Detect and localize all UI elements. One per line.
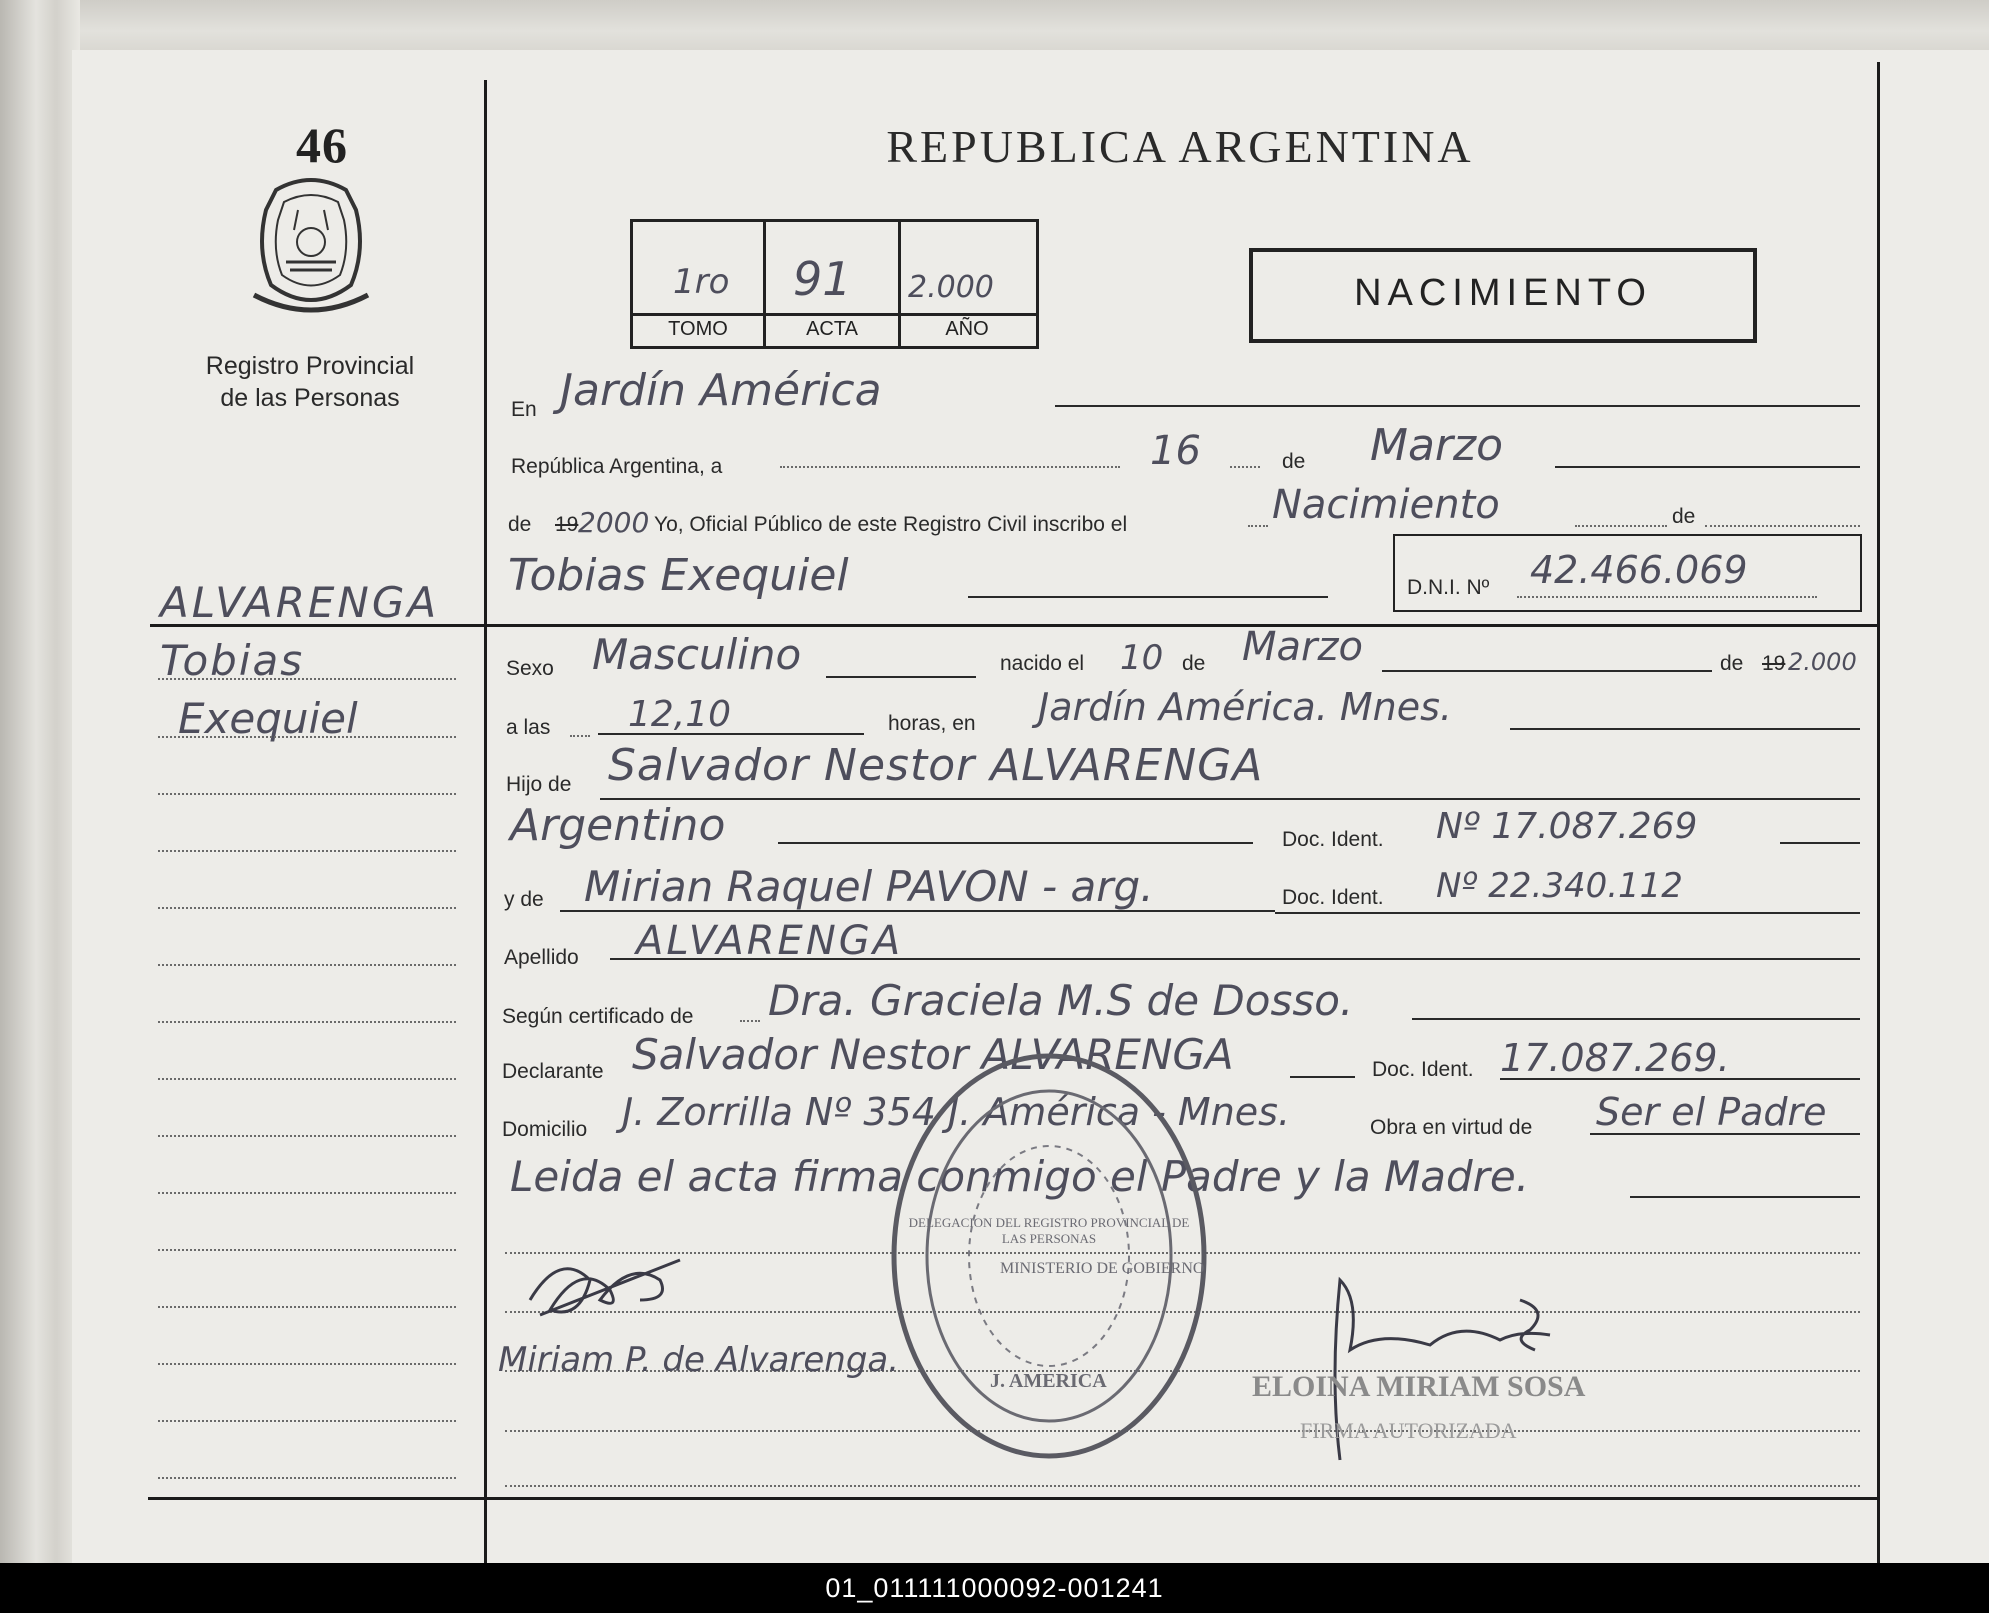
mother-doc-label: Doc. Ident.: [1282, 886, 1384, 909]
page-number: 46: [296, 117, 348, 173]
yde-label: y de: [504, 888, 544, 911]
birth-day-value: 10: [1120, 638, 1164, 678]
mother-signature: Miriam P. de Alvarenga.: [498, 1340, 900, 1380]
child-name-value: Tobias Exequiel: [508, 550, 849, 601]
anio-value: 2.000: [908, 270, 994, 305]
acta-label: ACTA: [806, 318, 858, 340]
declarante-label: Declarante: [502, 1060, 604, 1083]
surname-value: ALVARENGA: [636, 918, 904, 964]
domicilio-label: Domicilio: [502, 1118, 588, 1141]
birth-year-de-label: de: [1720, 652, 1744, 675]
declarant-name-value: Salvador Nestor ALVARENGA: [632, 1030, 1234, 1079]
tomo-label: TOMO: [668, 318, 728, 340]
horas-label: horas, en: [888, 712, 976, 735]
dni-value: 42.466.069: [1530, 548, 1748, 592]
father-nationality-value: Argentino: [510, 800, 726, 851]
page-top-edge: [0, 0, 1989, 52]
de-label-3: de: [1672, 505, 1696, 528]
divider-vertical: [484, 80, 487, 1563]
mother-doc-value: Nº 22.340.112: [1436, 866, 1683, 906]
margin-first-name: Tobias: [160, 636, 305, 685]
footer-bar: [0, 1563, 1989, 1613]
father-signature-icon: [520, 1240, 700, 1330]
record-type-box: [1249, 248, 1757, 343]
closing-note-value: Leida el acta firma conmigo el Padre y la Madre.: [510, 1152, 1530, 1201]
birth-month-value: Marzo: [1242, 624, 1363, 670]
father-doc-value: Nº 17.087.269: [1436, 806, 1698, 847]
registry-line-1: Registro Provincial: [205, 352, 415, 380]
father-name-value: Salvador Nestor ALVARENGA: [608, 740, 1264, 791]
place-value: Jardín América: [560, 365, 882, 416]
book-binding: [0, 0, 80, 1563]
registry-name: [180, 350, 440, 414]
stamp-inner-text: MINISTERIO DE GOBIERNO: [1000, 1260, 1205, 1277]
father-doc-label: Doc. Ident.: [1282, 828, 1384, 851]
stamp-bottom-text: J. AMERICA: [990, 1370, 1107, 1392]
birth-time-value: 12,10: [628, 694, 732, 735]
hijo-label: Hijo de: [506, 773, 572, 796]
anio-label: AÑO: [945, 318, 989, 340]
frame-right: [1877, 62, 1880, 1563]
birth-place-value: Jardín América. Mnes.: [1038, 685, 1452, 729]
dni-box: [1393, 534, 1862, 612]
birth-year-struck: 19: [1762, 652, 1786, 675]
registry-line-2: de las Personas: [220, 384, 400, 412]
month-de-label: de: [1282, 450, 1306, 473]
official-title: FIRMA AUTORIZADA: [1300, 1418, 1517, 1443]
republica-label: República Argentina, a: [511, 455, 723, 478]
year-de-label: de: [508, 513, 532, 536]
country-title: REPUBLICA ARGENTINA: [886, 121, 1474, 172]
nacido-label: nacido el: [1000, 652, 1085, 675]
sexo-label: Sexo: [506, 657, 554, 680]
act-type-value: Nacimiento: [1272, 482, 1500, 528]
divider-horizontal-bottom: [148, 1497, 1877, 1500]
record-number-box: [630, 219, 1039, 349]
official-name: ELOINA MIRIAM SOSA: [1252, 1370, 1586, 1403]
birth-year-value: 2.000: [1788, 648, 1857, 676]
day-value: 16: [1150, 428, 1201, 474]
apellido-label: Apellido: [504, 946, 579, 969]
sex-value: Masculino: [592, 630, 802, 679]
obra-value: Ser el Padre: [1596, 1090, 1827, 1134]
month-value: Marzo: [1370, 420, 1504, 471]
mother-name-value: Mirian Raquel PAVON - arg.: [584, 862, 1154, 911]
document-id: 01_011111000092-001241: [825, 1573, 1164, 1603]
record-type: NACIMIENTO: [1354, 272, 1652, 314]
year-struck-prefix: 19: [555, 513, 579, 536]
dni-label: D.N.I. Nº: [1407, 576, 1490, 599]
certificate-value: Dra. Graciela M.S de Dosso.: [768, 976, 1354, 1025]
oficial-text: Yo, Oficial Público de este Registro Civil inscribo el: [654, 513, 1128, 536]
obra-label: Obra en virtud de: [1370, 1116, 1533, 1139]
registry-stamp-icon: [884, 1046, 1214, 1466]
tomo-value: 1ro: [673, 262, 730, 302]
margin-surname: ALVARENGA: [160, 578, 440, 627]
address-value: J. Zorrilla Nº 354 J. América - Mnes.: [622, 1090, 1291, 1134]
declarant-doc-label: Doc. Ident.: [1372, 1058, 1474, 1081]
birth-de-label: de: [1182, 652, 1206, 675]
en-label: En: [511, 398, 537, 421]
alas-label: a las: [506, 716, 551, 739]
acta-value: 91: [793, 252, 852, 306]
margin-middle-name: Exequiel: [178, 694, 358, 743]
certificado-label: Según certificado de: [502, 1005, 694, 1028]
year-value: 2000: [578, 506, 650, 539]
provincial-seal-icon: [246, 170, 376, 320]
stamp-outer-text: DELEGACION DEL REGISTRO PROVINCIAL DE LAS PERSONAS: [908, 1215, 1190, 1246]
declarant-doc-value: 17.087.269.: [1500, 1036, 1730, 1080]
